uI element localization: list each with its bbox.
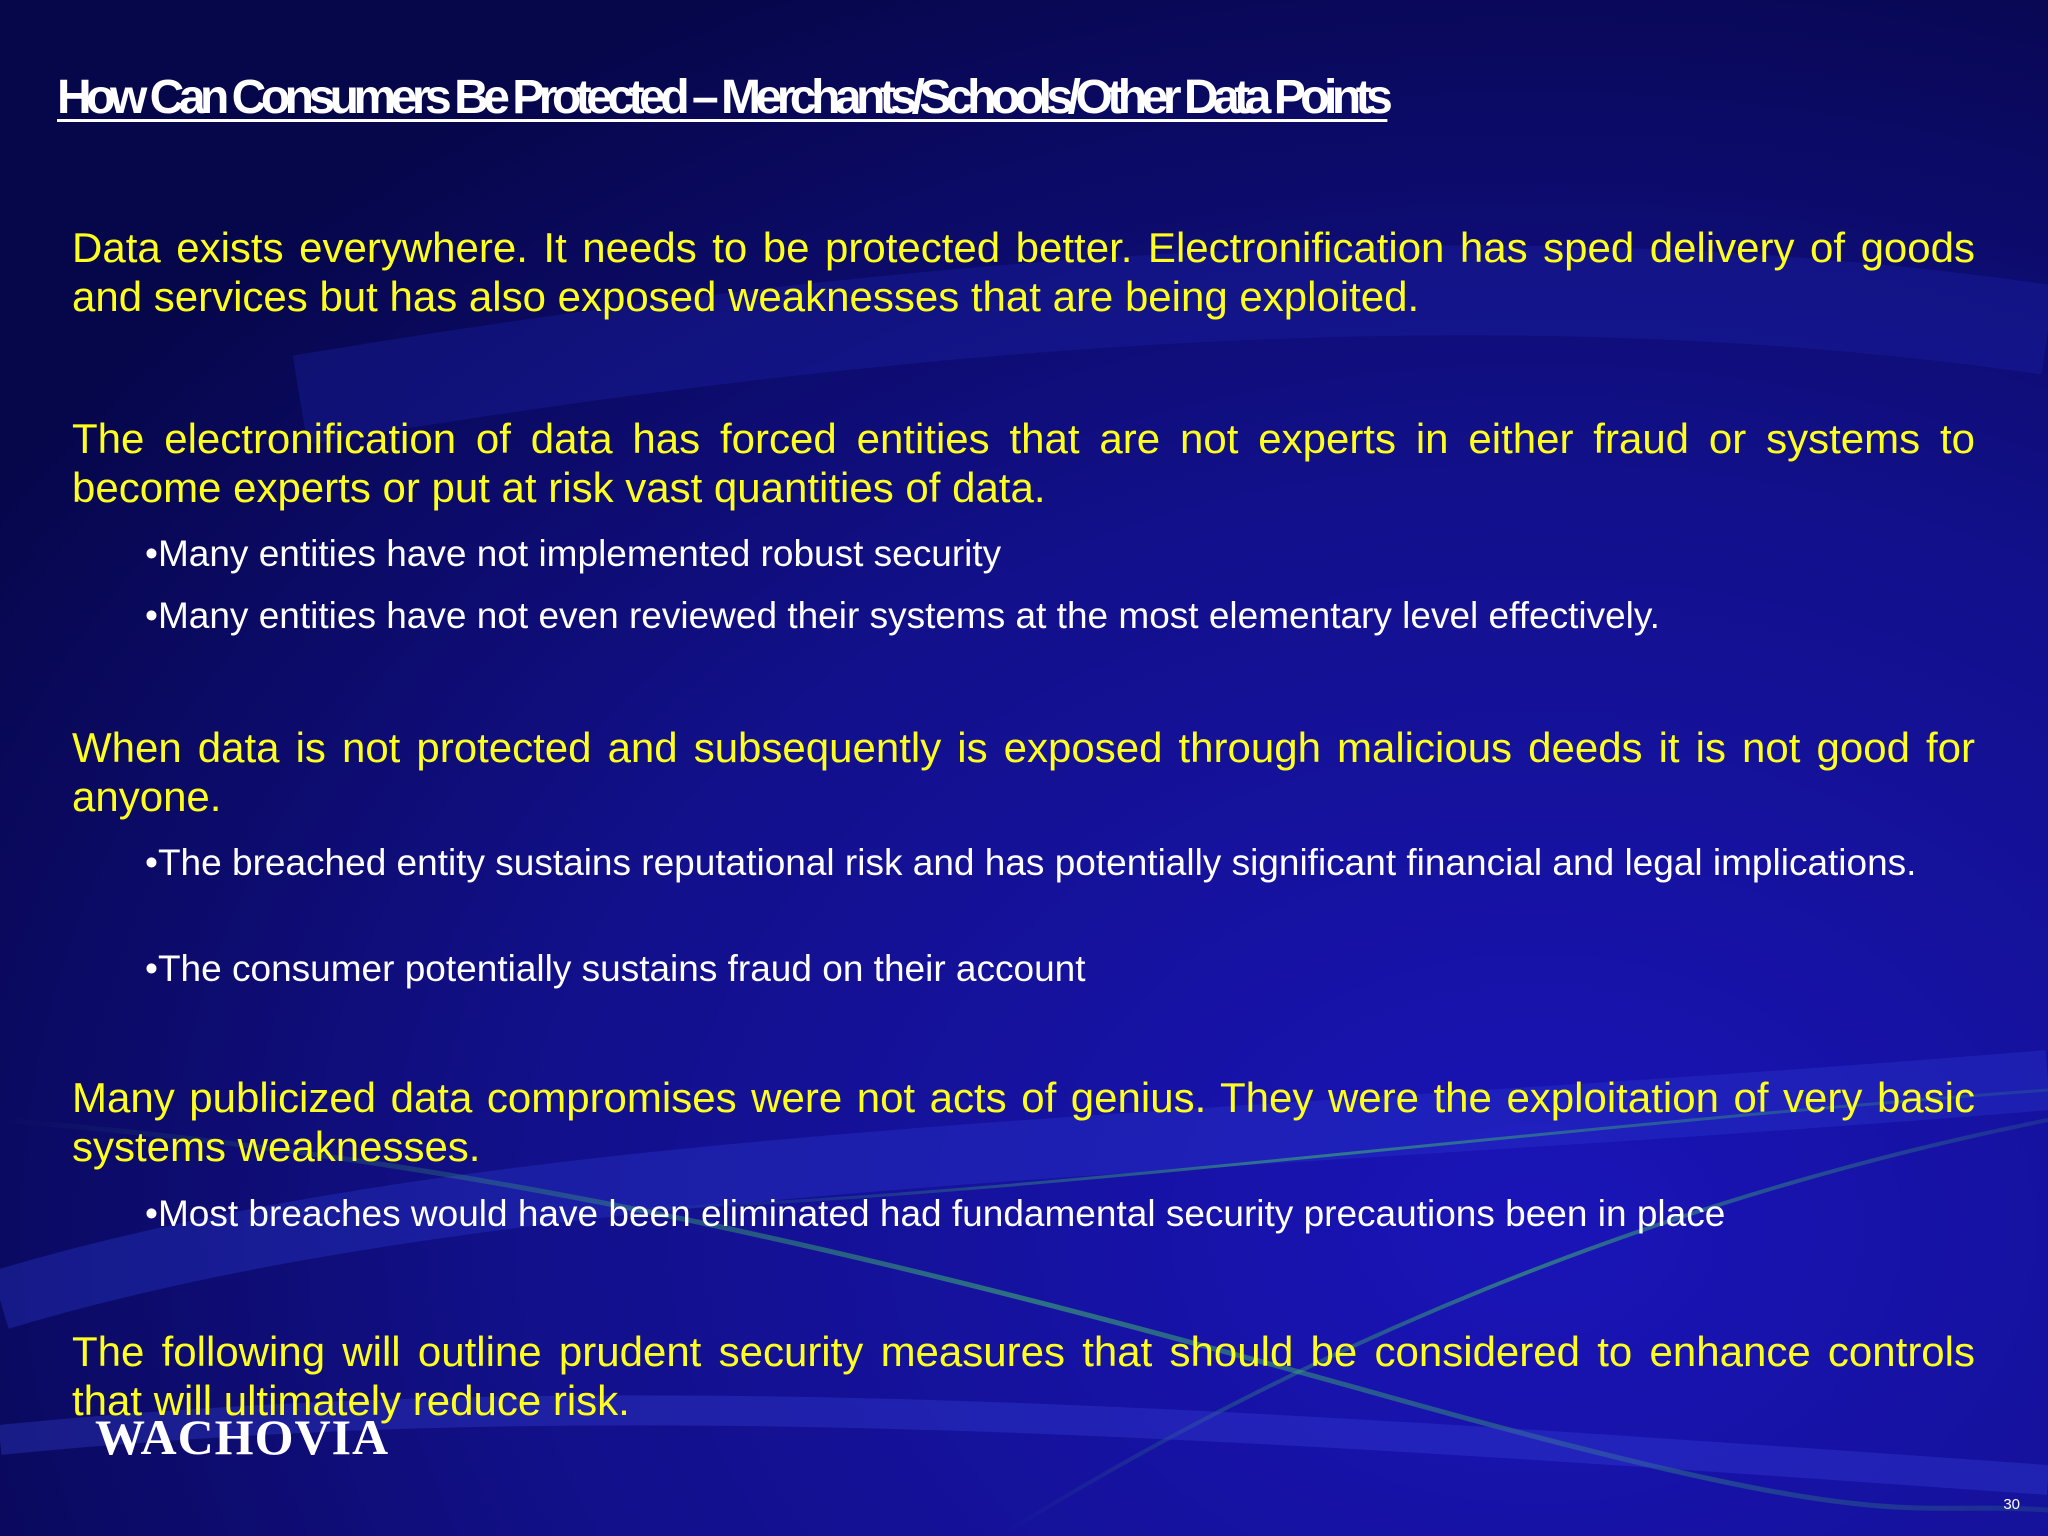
paragraph-data-everywhere: Data exists everywhere. It needs to be protected better. Electronification has sped delivery of goods and services but has also exposed weaknesses that are being exploited. (72, 224, 1975, 320)
bullet-systems-review: •Many entities have not even reviewed their systems at the most elementary level effectively. (145, 595, 1660, 636)
slide-title: How Can Consumers Be Protected – Merchants/Schools/Other Data Points (57, 71, 1388, 124)
page-number: 30 (2003, 1496, 2020, 1513)
paragraph-data-not-protected: When data is not protected and subsequently is exposed through malicious deeds it is not good for anyone. (72, 724, 1975, 820)
bullet-robust-security: •Many entities have not implemented robust security (145, 533, 1002, 574)
bullet-fundamental-precautions: •Most breaches would have been eliminated had fundamental security precautions been in place (145, 1193, 1726, 1234)
paragraph-security-measures: The following will outline prudent security measures that should be considered to enhance controls that will ultimately reduce risk. (72, 1328, 1975, 1424)
wachovia-logo: WACHOVIA (95, 1409, 390, 1465)
paragraph-electronification: The electronification of data has forced entities that are not experts in either fraud or systems to become experts or put at risk vast quantities of data. (72, 415, 1975, 511)
bullet-reputational-risk: •The breached entity sustains reputational risk and has potentially significant financial and legal implications. (145, 842, 1917, 883)
bullet-consumer-fraud: •The consumer potentially sustains fraud on their account (145, 948, 1086, 989)
paragraph-publicized-compromises: Many publicized data compromises were not acts of genius. They were the exploitation of very basic systems weaknesses. (72, 1074, 1975, 1170)
